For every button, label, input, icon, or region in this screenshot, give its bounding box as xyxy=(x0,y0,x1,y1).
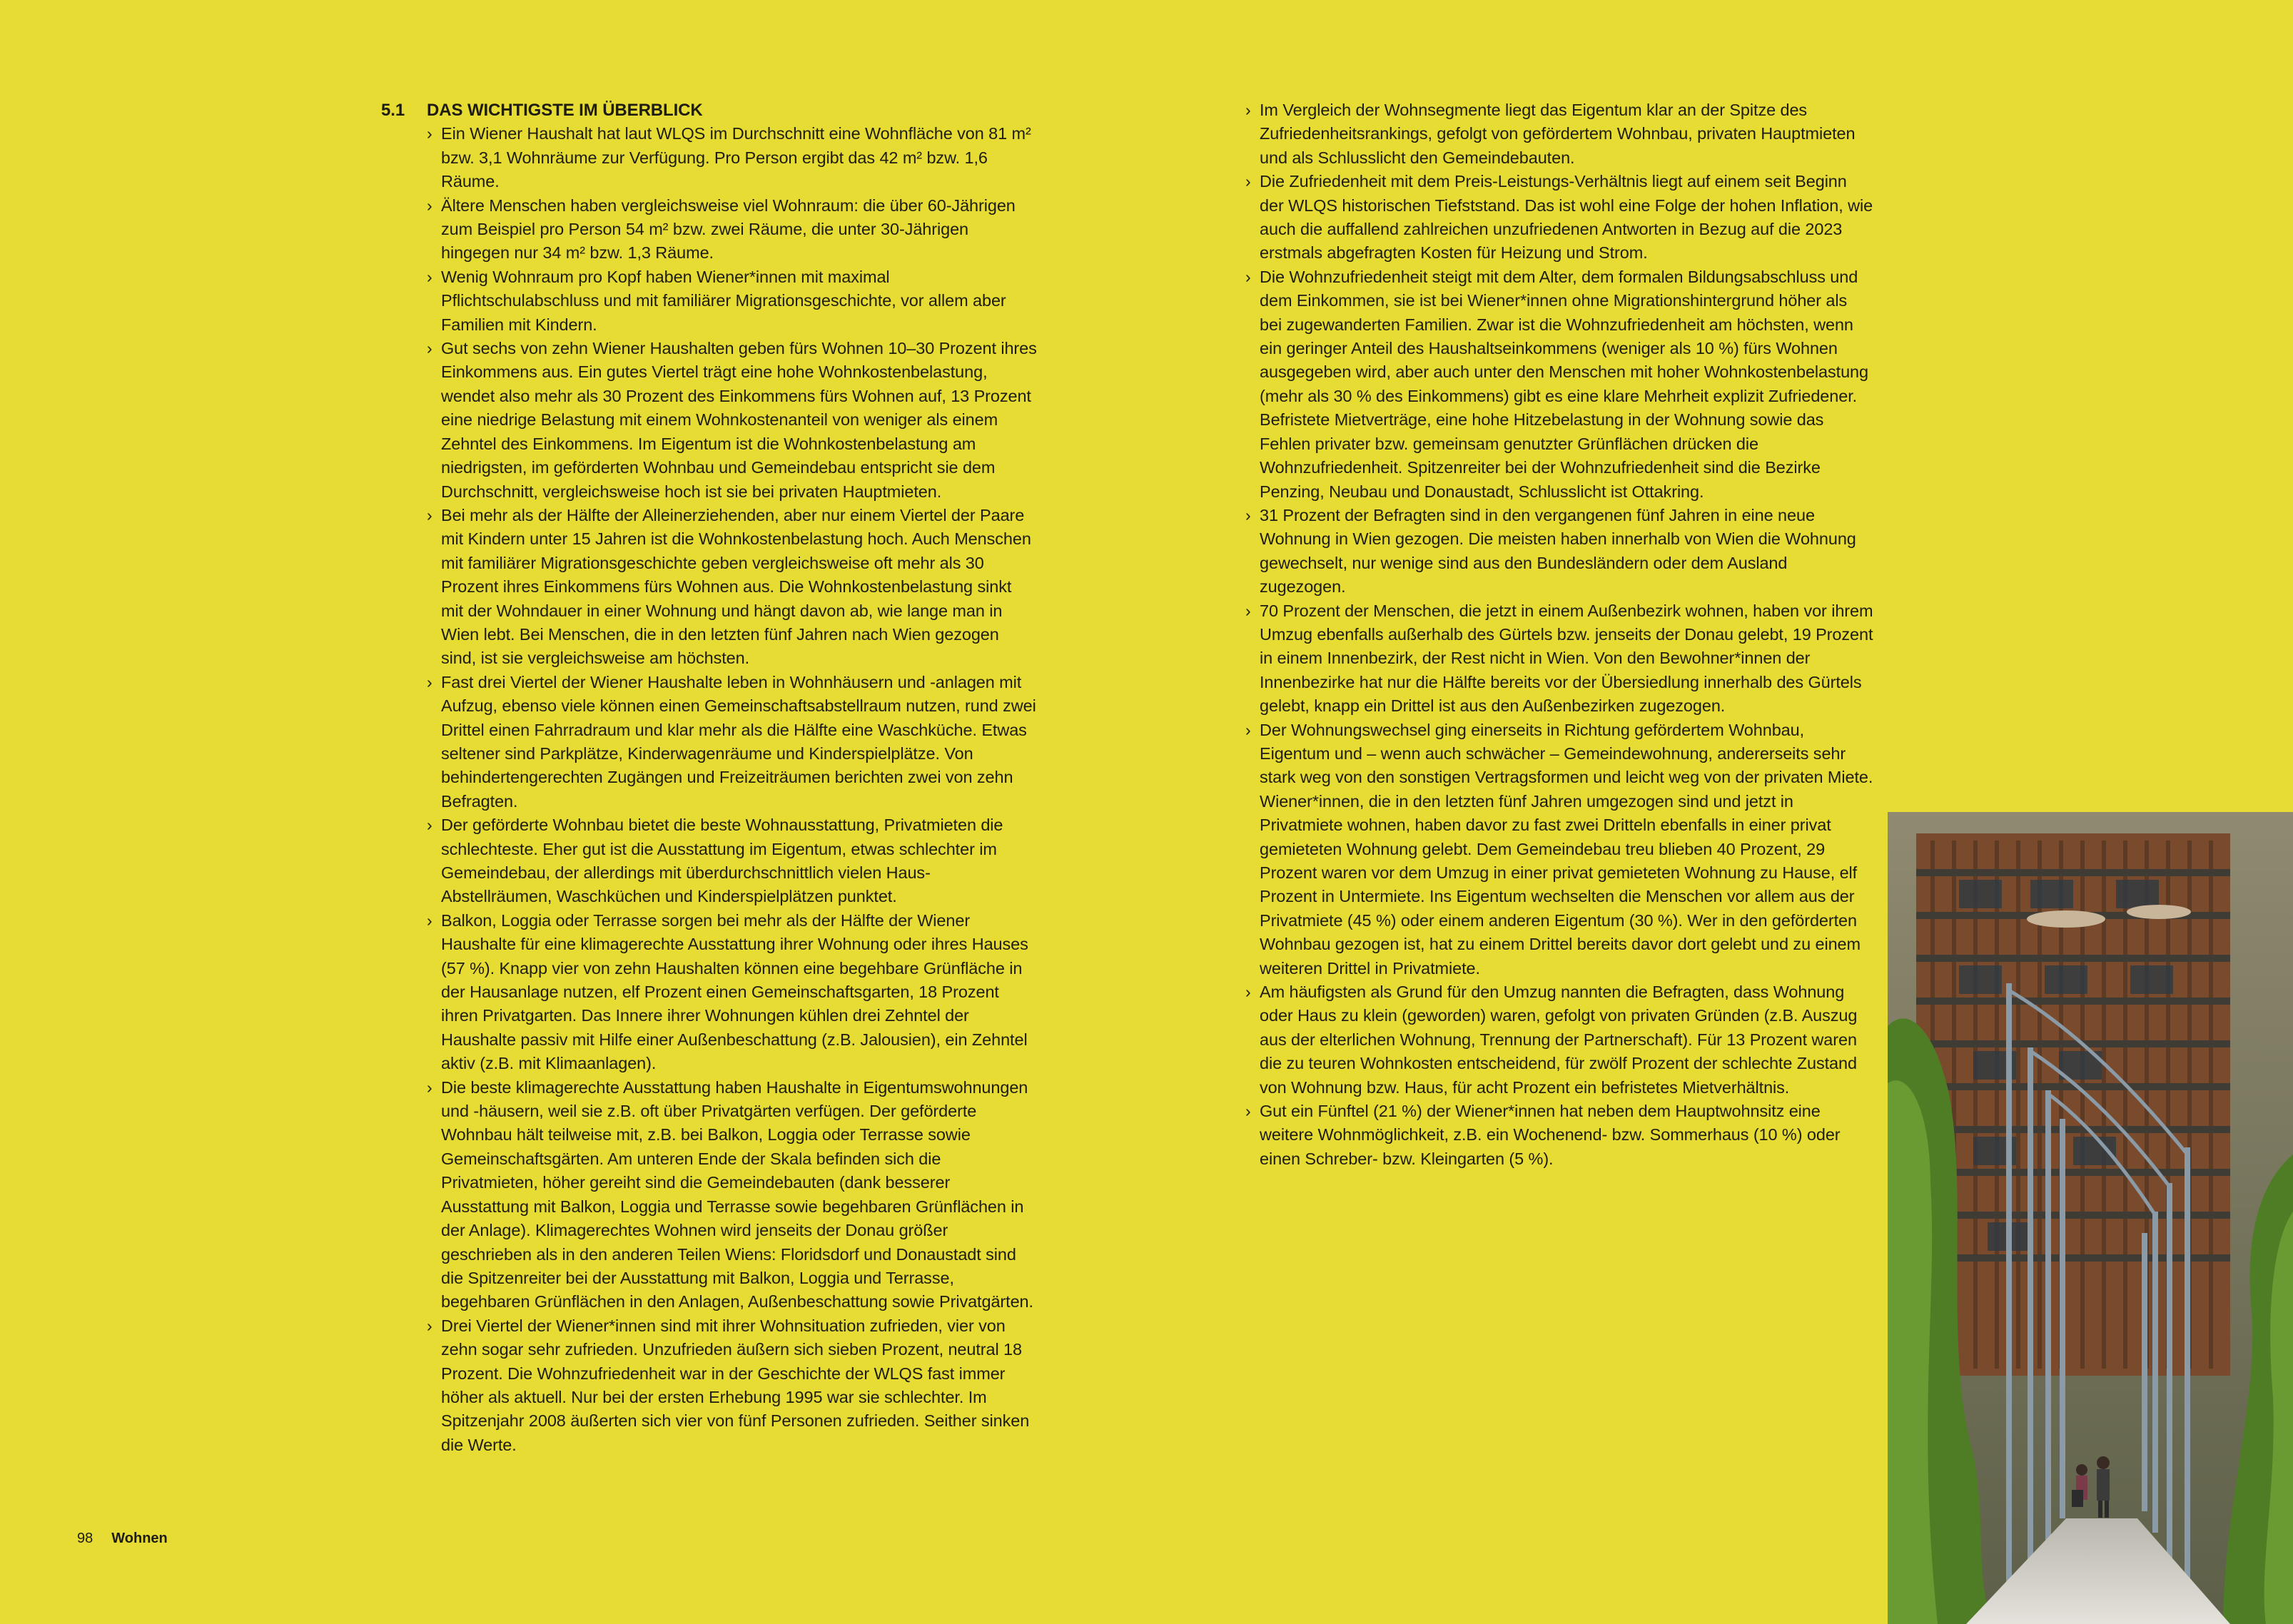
chevron-right-icon: › xyxy=(427,196,432,215)
left-column xyxy=(381,98,1038,1457)
chevron-right-icon: › xyxy=(427,124,432,143)
page-footer xyxy=(77,1531,168,1547)
list-item: › Fast drei Viertel der Wiener Haushalte leben in Wohnhäusern und -anlagen mit Aufzug, ebenso viele können einen Gemeinschaftsabstellraum nutzen, rund zwei Drittel einen Fahrradraum und klar mehr als die Hälfte eine Waschküche. Etwas seltener sind Parkplätze, Kinderwagenräume und Kinderspielplätze. Von behindertengerechten Zugängen und Freizeiträumen berichten zwei von zehn Befragten. xyxy=(427,671,1038,813)
right-column xyxy=(1245,98,1873,1171)
page-number: 98 xyxy=(77,1531,93,1546)
list-item: › 70 Prozent der Menschen, die jetzt in einem Außenbezirk wohnen, haben vor ihrem Umzug ebenfalls außerhalb des Gürtels bzw. jenseits der Donau gelebt, 19 Prozent in einem Innenbezirk, der Rest nicht in Wien. Von den Bewohner*innen der Innenbezirke hat nur die Hälfte bereits vor der Übersiedlung innerhalb des Gürtels gelebt, knapp ein Drittel ist aus den Außenbezirken zugezogen. xyxy=(1245,599,1873,719)
footer-section-name: Wohnen xyxy=(111,1531,168,1546)
list-item: › Drei Viertel der Wiener*innen sind mit ihrer Wohnsituation zufrieden, vier von zehn sogar sehr zufrieden. Unzufrieden äußern sich sieben Prozent, neutral 18 Prozent. Die Wohnzufriedenheit war in der Geschichte der WLQS fast immer höher als aktuell. Nur bei der ersten Erhebung 1995 war sie schlechter. Im Spitzenjahr 2008 äußerten sich vier von fünf Personen zufrieden. Seither sinken die Werte. xyxy=(427,1314,1038,1457)
list-item: › Die beste klimagerechte Ausstattung haben Haushalte in Eigentumswohnungen und -häusern, weil sie z.B. oft über Privatgärten verfügen. Der geförderte Wohnbau hält teilweise mit, z.B. bei Balkon, Loggia oder Terrasse sowie Gemeinschaftsgärten. Am unteren Ende der Skala befinden sich die Privatmieten, höher gereiht sind die Gemeindebauten (dank besserer Ausstattung mit Balkon, Loggia und Terrasse sowie begehbaren Grünflächen in der Anlage). Klimagerechtes Wohnen wird jenseits der Donau größer geschrieben als in den anderen Teilen Wiens: Floridsdorf und Donaustadt sind die Spitzenreiter bei der Ausstattung mit Balkon, Loggia und Terrasse, begehbaren Grünflächen in den Anlagen, Außenbeschattung sowie Privatgärten. xyxy=(427,1076,1038,1314)
chevron-right-icon: › xyxy=(427,672,432,691)
chevron-right-icon: › xyxy=(427,339,432,358)
list-item: › Die Wohnzufriedenheit steigt mit dem Alter, dem formalen Bildungsabschluss und dem Einkommen, sie ist bei Wiener*innen ohne Migrationshintergrund höher als bei zugewanderten Familien. Zwar ist die Wohnzufriedenheit am höchsten, wenn ein geringer Anteil des Haushaltseinkommens (weniger als 10 %) fürs Wohnen ausgegeben wird, aber auch unter den Menschen mit hoher Wohnkostenbelastung (mehr als 30 % des Einkommens) gibt es eine klare Mehrheit explizit Zufriedener. Befristete Mietverträge, eine hohe Hitzebelastung in der Wohnung sowie das Fehlen privater bzw. gemeinsam genutzter Grünflächen drücken die Wohnzufriedenheit. Spitzenreiter bei der Wohnzufriedenheit sind die Bezirke Penzing, Neubau und Donaustadt, Schlusslicht ist Ottakring. xyxy=(1245,265,1873,504)
list-item: › Ein Wiener Haushalt hat laut WLQS im Durchschnitt eine Wohnfläche von 81 m² bzw. 3,1 Wohnräume zur Verfügung. Pro Person ergibt das 42 m² bzw. 1,6 Räume. xyxy=(427,122,1038,193)
list-item: › Gut ein Fünftel (21 %) der Wiener*innen hat neben dem Hauptwohnsitz eine weitere Wohnmöglichkeit, z.B. ein Wochenend- bzw. Sommerhaus (10 %) oder einen Schreber- bzw. Kleingarten (5 %). xyxy=(1245,1100,1873,1171)
chevron-right-icon: › xyxy=(1245,720,1251,739)
housing-photo-illustration xyxy=(1888,812,2293,1624)
chevron-right-icon: › xyxy=(1245,505,1251,524)
chevron-right-icon: › xyxy=(427,910,432,930)
list-item: › Die Zufriedenheit mit dem Preis-Leistungs-Verhältnis liegt auf einem seit Beginn der WLQS historischen Tiefststand. Das ist wohl eine Folge der hohen Inflation, wie auch die auffallend zahlreichen unzufriedenen Antworten in Bezug auf die 2023 erstmals abgefragten Kosten für Heizung und Strom. xyxy=(1245,170,1873,265)
list-item: › Am häufigsten als Grund für den Umzug nannten die Befragten, dass Wohnung oder Haus zu klein (geworden) waren, gefolgt von privaten Gründen (z.B. Auszug aus der elterlichen Wohnung, Trennung der Partnerschaft). Für 13 Prozent waren die zu teuren Wohnkosten entscheidend, für zwölf Prozent der schlechte Zustand von Wohnung bzw. Haus, für acht Prozent ein befristetes Mietverhältnis. xyxy=(1245,980,1873,1100)
list-item: › Ältere Menschen haben vergleichsweise viel Wohnraum: die über 60-Jährigen zum Beispiel pro Person 54 m² bzw. zwei Räume, die unter 30-Jährigen hingegen nur 34 m² bzw. 1,3 Räume. xyxy=(427,194,1038,265)
chevron-right-icon: › xyxy=(427,816,432,835)
list-item: › Balkon, Loggia oder Terrasse sorgen bei mehr als der Hälfte der Wiener Haushalte für eine klimagerechte Ausstattung ihrer Wohnung oder ihres Hauses (57 %). Knapp vier von zehn Haushalten können eine begehbare Grünfläche in der Hausanlage nutzen, elf Prozent einen Gemeinschaftsgarten, 18 Prozent ihren Privatgarten. Das Innere ihrer Wohnungen kühlen drei Zehntel der Haushalte passiv mit Hilfe einer Außenbeschattung (z.B. Jalousien), ein Zehntel aktiv (z.B. mit Klimaanlagen). xyxy=(427,909,1038,1076)
list-item: › Gut sechs von zehn Wiener Haushalten geben fürs Wohnen 10–30 Prozent ihres Einkommens aus. Ein gutes Viertel trägt eine hohe Wohnkostenbelastung, wendet also mehr als 30 Prozent des Einkommens fürs Wohnen auf, 13 Prozent eine niedrige Belastung mit einem Wohnkostenanteil von weniger als einem Zehntel des Einkommens. Im Eigentum ist die Wohnkostenbelastung am niedrigsten, im geförderten Wohnbau und Gemeindebau entspricht sie dem Durchschnitt, vergleichsweise hoch ist sie bei privaten Hauptmieten. xyxy=(427,337,1038,504)
list-item: › 31 Prozent der Befragten sind in den vergangenen fünf Jahren in eine neue Wohnung in Wien gezogen. Die meisten haben innerhalb von Wien die Wohnung gewechselt, nur wenige sind aus den Bundesländern oder dem Ausland zugezogen. xyxy=(1245,504,1873,599)
chevron-right-icon: › xyxy=(427,1077,432,1097)
list-item: › Bei mehr als der Hälfte der Alleinerziehenden, aber nur einem Viertel der Paare mit Kindern unter 15 Jahren ist die Wohnkostenbelastung hoch. Auch Menschen mit familiärer Migrationsgeschichte geben vergleichsweise oft mehr als 30 Prozent ihres Einkommens fürs Wohnen aus. Die Wohnkostenbelastung sinkt mit der Wohndauer in einer Wohnung und hängt davon ab, wie lange man in Wien lebt. Bei Menschen, die in den letzten fünf Jahren nach Wien gezogen sind, ist sie vergleichsweise am höchsten. xyxy=(427,504,1038,671)
chevron-right-icon: › xyxy=(1245,267,1251,286)
chevron-right-icon: › xyxy=(1245,101,1251,119)
chevron-right-icon: › xyxy=(1245,1102,1251,1121)
list-item: › Im Vergleich der Wohnsegmente liegt das Eigentum klar an der Spitze des Zufriedenheitsrankings, gefolgt von gefördertem Wohnbau, privaten Hauptmieten und als Schlusslicht den Gemeindebauten. xyxy=(1245,98,1873,170)
chevron-right-icon: › xyxy=(1245,983,1251,1002)
chevron-right-icon: › xyxy=(1245,172,1251,191)
section-heading xyxy=(381,98,1038,122)
chevron-right-icon: › xyxy=(1245,601,1251,620)
section-number: 5.1 xyxy=(381,101,405,120)
left-bullet-list xyxy=(381,122,1038,1457)
chevron-right-icon: › xyxy=(427,267,432,286)
list-item: › Der geförderte Wohnbau bietet die beste Wohnausstattung, Privatmieten die schlechteste. Eher gut ist die Ausstattung im Eigentum, etwas schlechter im Gemeindebau, der allerdings mit überdurchschnittlich vielen Haus-Abstellräumen, Waschküchen und Kinderspielplätzen punktet. xyxy=(427,813,1038,909)
section-title: DAS WICHTIGSTE IM ÜBERBLICK xyxy=(427,101,703,120)
housing-photo xyxy=(1888,812,2293,1624)
list-item: › Wenig Wohnraum pro Kopf haben Wiener*innen mit maximal Pflichtschulabschluss und mit familiärer Migrationsgeschichte, vor allem aber Familien mit Kindern. xyxy=(427,265,1038,337)
chevron-right-icon: › xyxy=(427,1316,432,1335)
chevron-right-icon: › xyxy=(427,505,432,524)
list-item: › Der Wohnungswechsel ging einerseits in Richtung gefördertem Wohnbau, Eigentum und – wenn auch schwächer – Gemeindewohnung, andererseits sehr stark weg von den sonstigen Vertragsformen und leicht weg von der privaten Miete. Wiener*innen, die in den letzten fünf Jahren umgezogen sind und jetzt in Privatmiete wohnen, haben davor zu fast zwei Dritteln ebenfalls in einer privat gemieteten Wohnung gelebt. Dem Gemeindebau treu blieben 40 Prozent, 29 Prozent waren vor dem Umzug in einer privat gemieteten Wohnung zu Hause, elf Prozent in Untermiete. Ins Eigentum wechselten die Menschen vor allem aus der Privatmiete (45 %) oder einem anderen Eigentum (30 %). Wer in den geförderten Wohnbau gezogen ist, hat zu einem Drittel bereits davor dort gelebt und zu einem weiteren Drittel in Privatmiete. xyxy=(1245,719,1873,980)
right-bullet-list xyxy=(1245,98,1873,1171)
